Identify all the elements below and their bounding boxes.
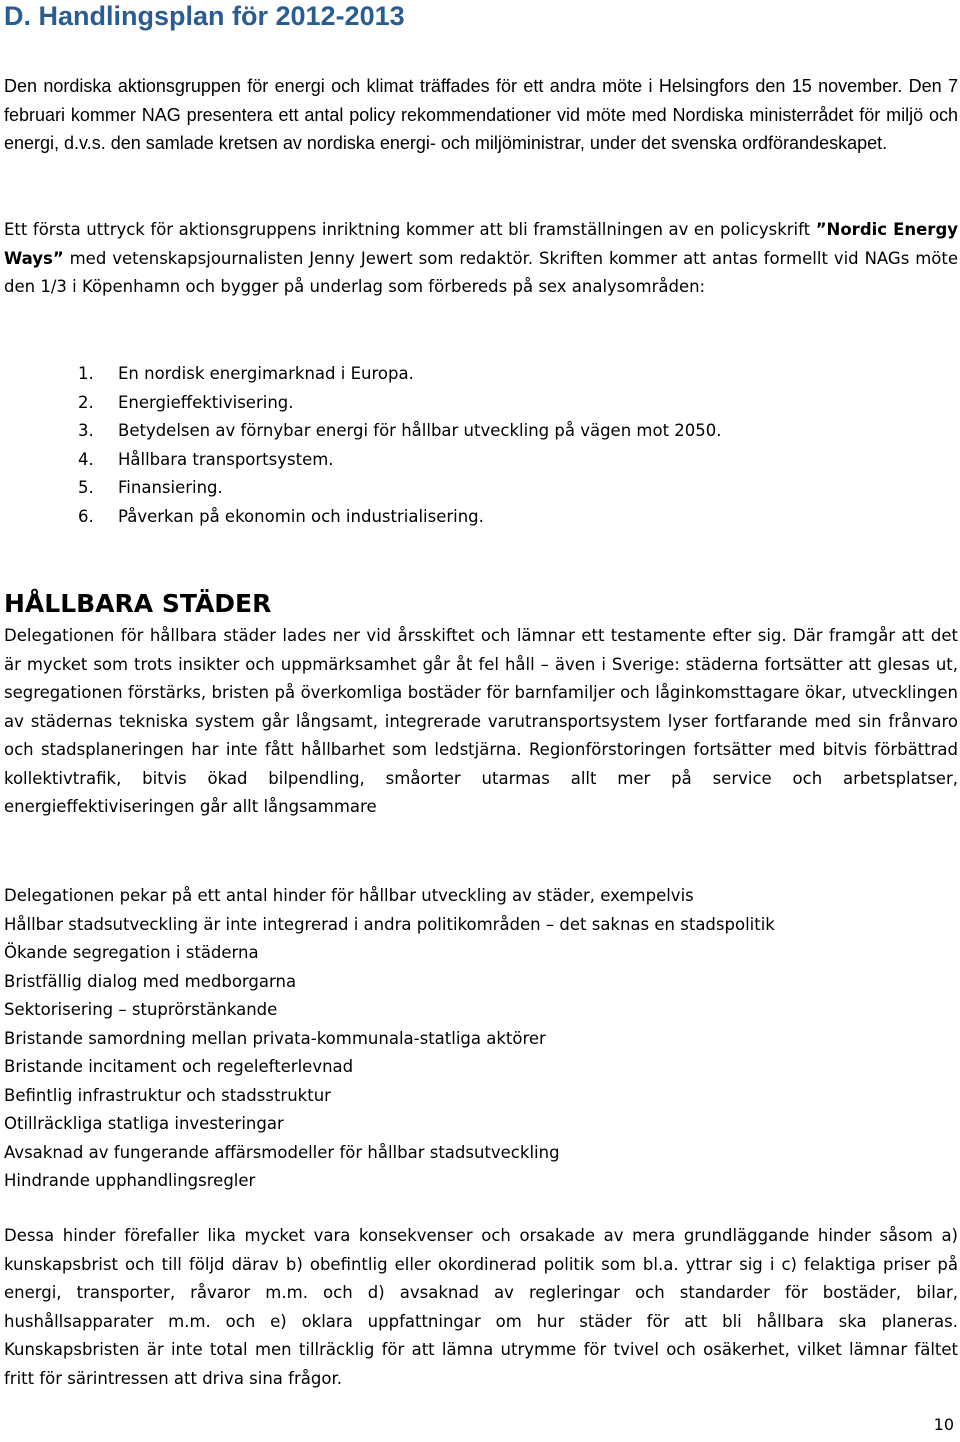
list-item-text: Påverkan på ekonomin och industrialisering. bbox=[118, 506, 484, 526]
obstacle-item: Befintlig infrastruktur och stadsstruktur bbox=[4, 1085, 331, 1105]
list-item-text: Energieffektivisering. bbox=[118, 392, 294, 412]
list-item-number: 5. bbox=[78, 478, 94, 497]
list-item-text: En nordisk energimarknad i Europa. bbox=[118, 364, 414, 383]
obstacles-block bbox=[4, 882, 958, 1196]
obstacles-intro: Delegationen pekar på ett antal hinder för hållbar utveckling av städer, exempelvis bbox=[4, 886, 694, 905]
analysis-areas-list bbox=[78, 360, 722, 531]
list-item bbox=[78, 474, 722, 503]
obstacle-item: Bristfällig dialog med medborgarna bbox=[4, 971, 297, 991]
list-item-number: 2. bbox=[78, 392, 94, 412]
list-item bbox=[78, 503, 722, 532]
conclusion-paragraph: Dessa hinder förefaller lika mycket vara konsekvenser och orsakade av mera grundläggande hinder såsom a) kunskapsbrist och till följd därav b) obefintlig eller okordinerad politik som bl.a. yttrar sig i c) felaktiga priser på energi, transporter, råvaror m.m. och d) avsaknad av regleringar och standarder för bostäder, bilar, hushållsapparater m.m. och e) oklara uppfattningar om hur städer för att bli hållbara ska planeras. Kunskapsbristen är inte total men tillräcklig för att lämna utrymme för tvivel och osäkerhet, vilket lämnar fältet fritt för särintressen att driva sina frågor. bbox=[4, 1226, 958, 1388]
list-item-number: 4. bbox=[78, 449, 94, 469]
obstacle-item: Hållbar stadsutveckling är inte integrerad i andra politikområden – det saknas en stadspolitik bbox=[4, 914, 775, 934]
obstacle-item: Bristande incitament och regelefterlevnad bbox=[4, 1057, 354, 1076]
obstacle-item: Bristande samordning mellan privata-kommunala-statliga aktörer bbox=[4, 1028, 546, 1048]
obstacle-item: Avsaknad av fungerande affärsmodeller för hållbar stadsutveckling bbox=[4, 1142, 560, 1162]
list-item bbox=[78, 417, 722, 446]
section-heading: HÅLLBARA STÄDER bbox=[4, 589, 272, 618]
page-heading: D. Handlingsplan för 2012-2013 bbox=[4, 1, 405, 31]
policy-text-after: med vetenskapsjournalisten Jenny Jewert som redaktör. Skriften kommer att antas formellt vid NAGs möte den 1/3 i Köpenhamn och bygger på underlag som förbereds på sex analysområden: bbox=[4, 248, 958, 296]
list-item-number: 6. bbox=[78, 506, 94, 526]
obstacle-item: Otillräckliga statliga investeringar bbox=[4, 1114, 284, 1133]
policy-text-before: Ett första uttryck för aktionsgruppens inriktning kommer att bli framställningen av en policyskrift bbox=[4, 220, 811, 239]
list-item-text: Finansiering. bbox=[118, 478, 223, 497]
list-item bbox=[78, 446, 722, 475]
list-item-text: Hållbara transportsystem. bbox=[118, 449, 334, 469]
list-item bbox=[78, 389, 722, 418]
list-item-number: 1. bbox=[78, 364, 94, 383]
list-item bbox=[78, 360, 722, 389]
policy-title: ”Nordic Energy Ways” bbox=[4, 220, 959, 268]
list-item-number: 3. bbox=[78, 421, 94, 440]
obstacle-item: Sektorisering – stuprörstänkande bbox=[4, 1000, 278, 1019]
delegation-paragraph: Delegationen för hållbara städer lades ner vid årsskiftet och lämnar ett testamente efter sig. Där framgår att det är mycket som trots insikter och uppmärksamhet går åt fel håll – även i Sverige: städerna fortsätter att glesas ut, segregationen förstärks, bristen på överkomliga bostäder för barnfamiljer och låginkomsttagare ökar, utvecklingen av städernas tekniska system går långsamt, integrerade varutransportsystem lyser fortfarande med sin frånvaro och stadsplaneringen har inte fått hållbarhet som ledstjärna. Regionförstoringen fortsätter med bitvis förbättrad kollektivtrafik, bitvis ökad bilpendling, småorter utarmas allt mer på service och arbetsplatser, energieffektiviseringen går allt långsammare bbox=[4, 626, 958, 816]
obstacle-item: Ökande segregation i städerna bbox=[4, 943, 259, 962]
intro-paragraph: Den nordiska aktionsgruppen för energi och klimat träffades för ett andra möte i Helsingfors den 15 november. Den 7 februari kommer NAG presentera ett antal policy rekommendationer vid möte med Nordiska ministerrådet för miljö och energi, d.v.s. den samlade kretsen av nordiska energi- och miljöministrar, under det svenska ordförandeskapet. bbox=[4, 76, 958, 153]
obstacle-item: Hindrande upphandlingsregler bbox=[4, 1171, 256, 1190]
page-number: 10 bbox=[933, 1415, 954, 1434]
list-item-text: Betydelsen av förnybar energi för hållbar utveckling på vägen mot 2050. bbox=[118, 421, 722, 440]
policy-paragraph bbox=[4, 216, 958, 302]
